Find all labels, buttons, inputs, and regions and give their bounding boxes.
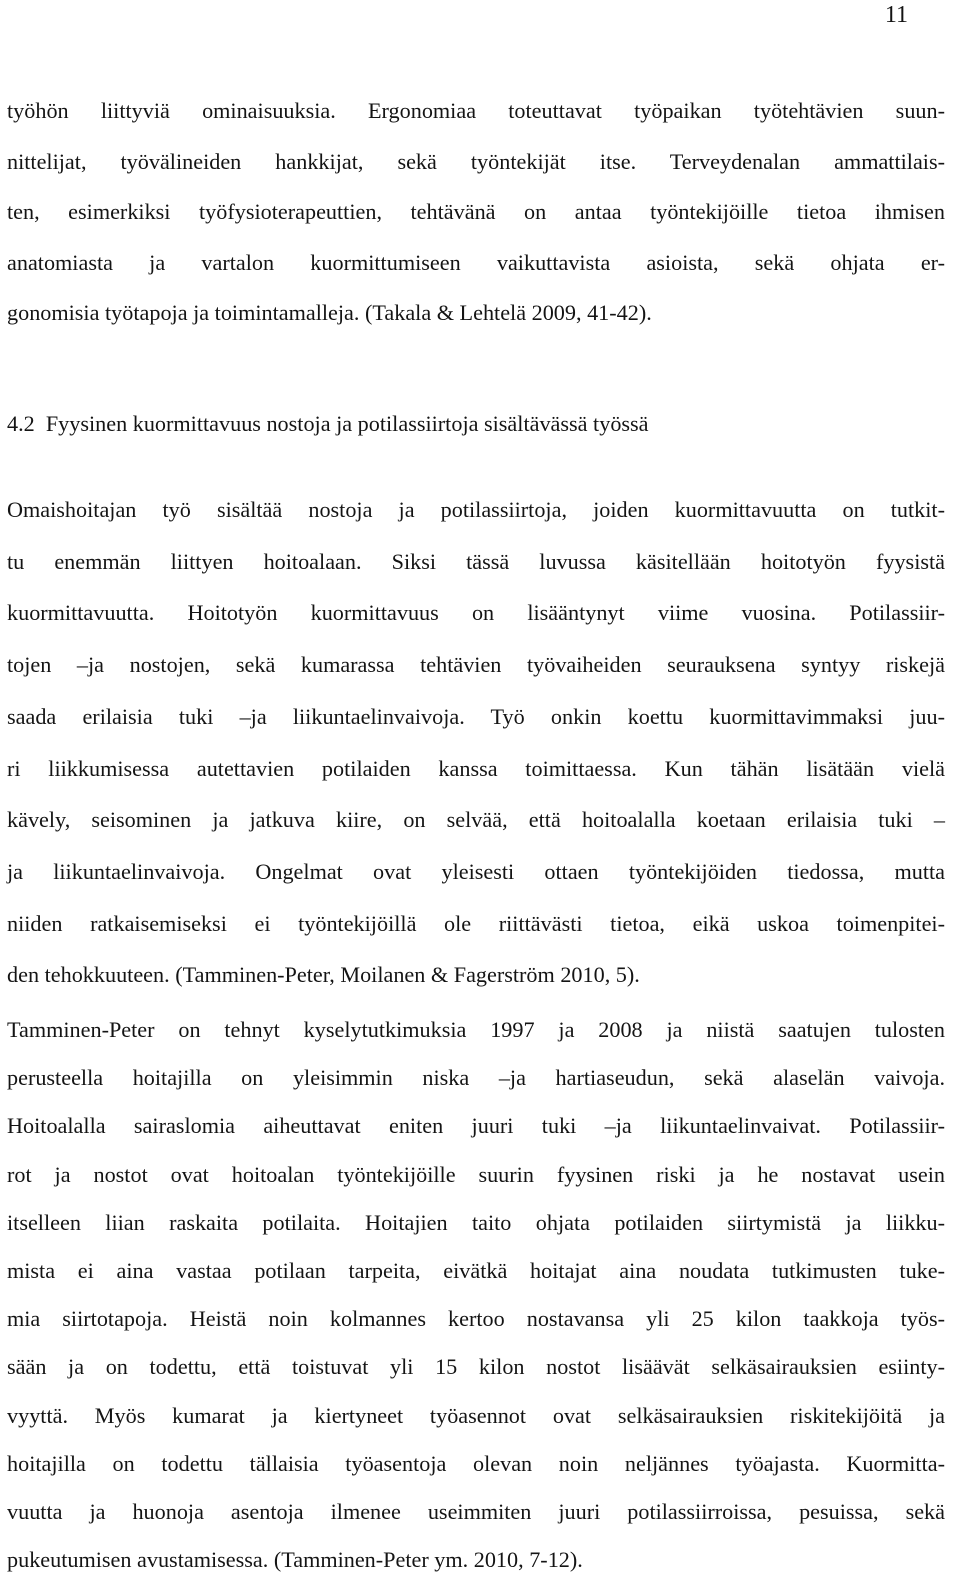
paragraph-two (7, 484, 945, 1001)
paragraph-line: anatomiasta ja vartalon kuormittumiseen vaikuttavista asioista, sekä ohjata er- (7, 249, 945, 275)
paragraph-line: Omaishoitajan työ sisältää nostoja ja potilassiirtoja, joiden kuormittavuutta on tutkit- (7, 497, 945, 522)
paragraph-line: gonomisia työtapoja ja toimintamalleja. (Takala & Lehtelä 2009, 41-42). (7, 300, 652, 325)
paragraph-line: kävely, seisominen ja jatkuva kiire, on selvää, että hoitoalalla koetaan erilaisia tuki – (7, 807, 945, 833)
paragraph-line: mista ei aina vastaa potilaan tarpeita, eivätkä hoitajat aina noudata tutkimusten tuke- (7, 1258, 945, 1284)
paragraph-line: niiden ratkaisemiseksi ei työntekijöillä ole riittävästi tietoa, eikä uskoa toimenpitei- (7, 910, 945, 936)
paragraph-line: perusteella hoitajilla on yleisimmin niska –ja hartiaseudun, sekä alaselän vaivoja. (7, 1065, 945, 1091)
paragraph-line: työhön liittyviä ominaisuuksia. Ergonomiaa toteuttavat työpaikan työtehtävien suun- (7, 98, 945, 123)
section-heading (7, 404, 945, 444)
paragraph-line: tojen –ja nostojen, sekä kumarassa tehtävien työvaiheiden seurauksena syntyy riskejä (7, 652, 945, 678)
paragraph-line: rot ja nostot ovat hoitoalan työntekijöille suurin fyysinen riski ja he nostavat usein (7, 1161, 945, 1187)
section-heading-text: 4.2 Fyysinen kuormittavuus nostoja ja potilassiirtoja sisältävässä työssä (7, 411, 649, 436)
paragraph-line: den tehokkuuteen. (Tamminen-Peter, Moilanen & Fagerström 2010, 5). (7, 962, 640, 988)
paragraph-line: Tamminen-Peter on tehnyt kyselytutkimuksia 1997 ja 2008 ja niistä saatujen tulosten (7, 1017, 945, 1042)
paragraph-line: itselleen liian raskaita potilaita. Hoitajien taito ohjata potilaiden siirtymistä ja liikku- (7, 1209, 945, 1235)
paragraph-line: hoitajilla on todettu tällaisia työasentoja olevan noin neljännes työajasta. Kuormitta- (7, 1450, 945, 1476)
paragraph-line: sään ja on todettu, että toistuvat yli 15 kilon nostot lisäävät selkäsairauksien esiinty- (7, 1354, 945, 1380)
paragraph-line: ja liikuntaelinvaivoja. Ongelmat ovat yleisesti ottaen työntekijöiden tiedossa, mutta (7, 858, 945, 884)
paragraph-line: nittelijat, työvälineiden hankkijat, sekä työntekijät itse. Terveydenalan ammattilais- (7, 148, 945, 174)
paragraph-line: saada erilaisia tuki –ja liikuntaelinvaivoja. Työ onkin koettu kuormittavimmaksi juu- (7, 703, 945, 729)
paragraph-three (7, 1006, 945, 1584)
paragraph-line: ten, esimerkiksi työfysioterapeuttien, tehtävänä on antaa työntekijöille tietoa ihmisen (7, 199, 945, 224)
paragraph-intro (7, 86, 945, 339)
paragraph-line: mia siirtotapoja. Heistä noin kolmannes kertoo nostavansa yli 25 kilon taakkoja työs- (7, 1306, 945, 1332)
paragraph-line: pukeutumisen avustamisessa. (Tamminen-Peter ym. 2010, 7-12). (7, 1547, 583, 1573)
paragraph-line: Hoitoalalla sairaslomia aiheuttavat eniten juuri tuki –ja liikuntaelinvaivat. Potilassiir- (7, 1113, 945, 1139)
paragraph-line: vyyttä. Myös kumarat ja kiertyneet työasennot ovat selkäsairauksien riskitekijöitä ja (7, 1402, 945, 1428)
paragraph-line: kuormittavuutta. Hoitotyön kuormittavuus on lisääntynyt viime vuosina. Potilassiir- (7, 600, 945, 626)
paragraph-line: ri liikkumisessa autettavien potilaiden kanssa toimittaessa. Kun tähän lisätään vielä (7, 755, 945, 781)
page-number: 11 (884, 2, 908, 28)
paragraph-line: vuutta ja huonoja asentoja ilmenee useimmiten juuri potilassiirroissa, pesuissa, sekä (7, 1499, 945, 1525)
paragraph-line: tu enemmän liittyen hoitoalaan. Siksi tässä luvussa käsitellään hoitotyön fyysistä (7, 548, 945, 574)
